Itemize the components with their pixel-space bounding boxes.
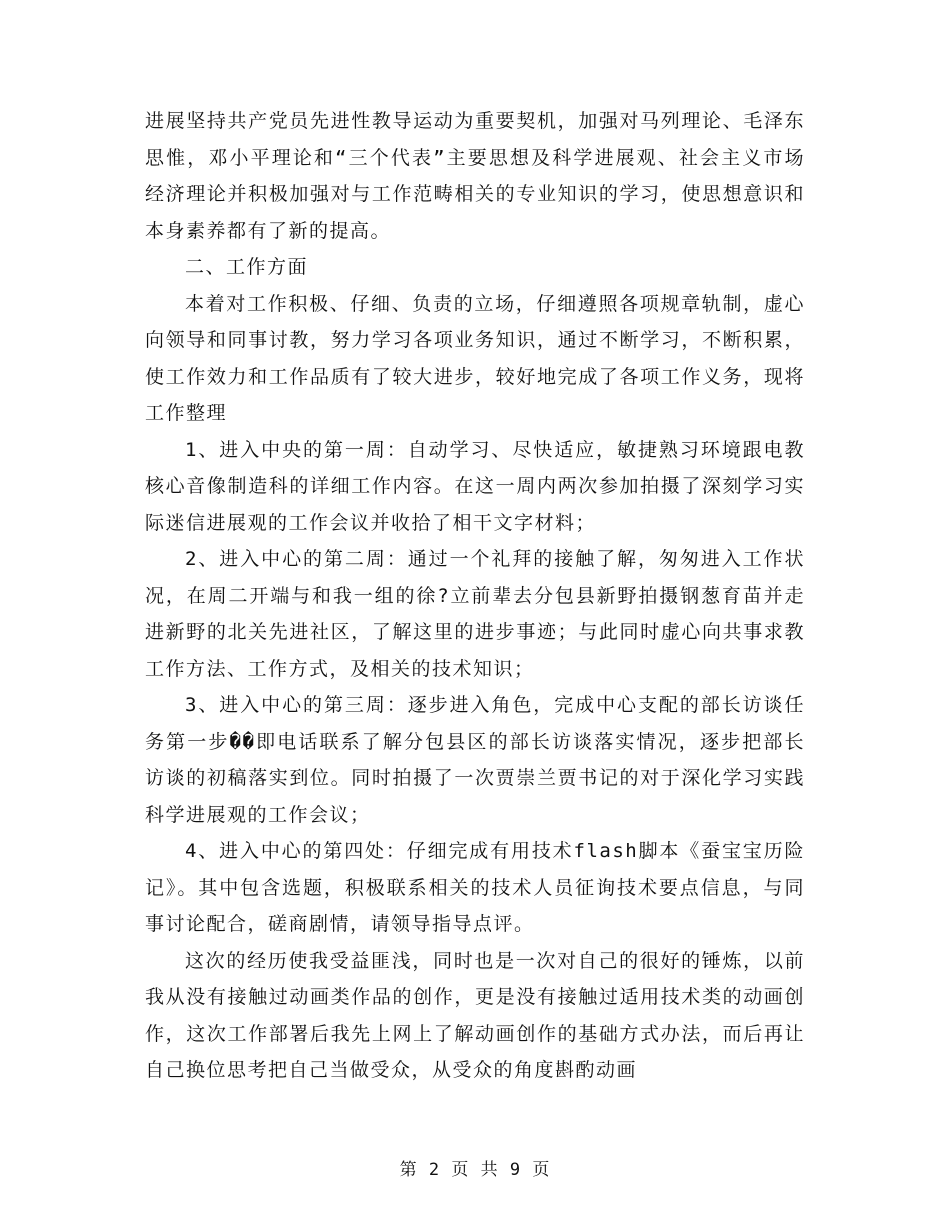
paragraph-1: 进展坚持共产党员先进性教导运动为重要契机，加强对马列理论、毛泽东思惟，邓小平理论和“三个代表”主要思想及科学进展观、社会主义市场经济理论并积极加强对与工作范畴相关的专业知识的学习，使思想意识和本身素养都有了新的提高。 <box>145 110 805 242</box>
paragraph-week-2: 2、进入中心的第二周：通过一个礼拜的接触了解，匆匆进入工作状况，在周二开端与和我一组的徐?立前辈去分包县新野拍摄钢葱育苗并走进新野的北关先进社区，了解这里的进步事迹；与此同时虚心向共事求教工作方法、工作方式，及相关的技术知识； <box>145 548 805 680</box>
paragraph-reflection: 这次的经历使我受益匪浅，同时也是一次对自己的很好的锤炼，以前我从没有接触过动画类作品的创作，更是没有接触过适用技术类的动画创作，这次工作部署后我先上网上了解动画创作的基础方式办法，而后再让自己换位思考把自己当做受众，从受众的角度斟酌动画 <box>145 949 805 1081</box>
paragraph-3: 本着对工作积极、仔细、负责的立场，仔细遵照各项规章轨制，虚心向领导和同事讨教，努力学习各项业务知识，通过不断学习，不断积累，使工作效力和工作品质有了较大进步，较好地完成了各项工作义务，现将工作整理 <box>145 292 805 424</box>
paragraph-week-3: 3、进入中心的第三周：逐步进入角色，完成中心支配的部长访谈任务第一步��即电话联系了解分包县区的部长访谈落实情况，逐步把部长访谈的初稿落实到位。同时拍摄了一次贾崇兰贾书记的对于深化学习实践科学进展观的工作会议； <box>145 694 805 826</box>
document-body <box>145 103 805 1089</box>
page-footer: 第 2 页 共 9 页 <box>399 1160 551 1180</box>
section-heading-work: 二、工作方面 <box>185 256 309 278</box>
paragraph-week-4: 4、进入中心的第四处：仔细完成有用技术flash脚本《蚕宝宝历险记》。其中包含选题，积极联系相关的技术人员征询技术要点信息，与同事讨论配合，磋商剧情，请领导指导点评。 <box>145 840 805 935</box>
paragraph-week-1: 1、进入中央的第一周：自动学习、尽快适应，敏捷熟习环境跟电教核心音像制造科的详细工作内容。在这一周内两次参加拍摄了深刻学习实际迷信进展观的工作会议并收拾了相干文字材料； <box>145 438 805 534</box>
